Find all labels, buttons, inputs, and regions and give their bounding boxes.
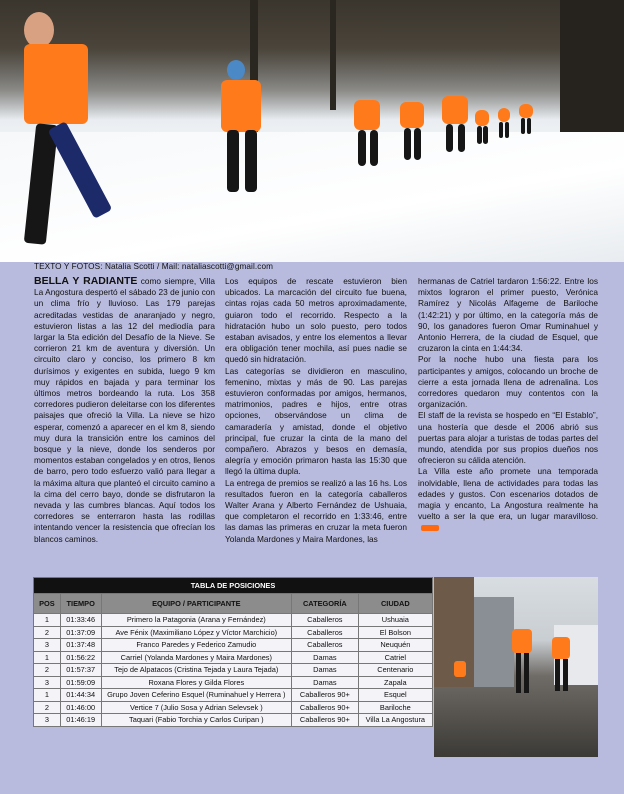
side-photo-finish-line xyxy=(434,577,598,757)
cell-category: Caballeros xyxy=(292,639,359,652)
cell-team: Vertice 7 (Julio Sosa y Adrian Selevsek ) xyxy=(101,701,291,714)
cell-category: Caballeros xyxy=(292,626,359,639)
cell-pos: 3 xyxy=(34,639,61,652)
cell-time: 01:37:48 xyxy=(60,639,101,652)
article-column-2 xyxy=(225,276,407,545)
article-paragraph: La Villa este año promete una temporada inolvidable, llena de actividades para todas las edades y gustos. Con escenarios dotados de magia y encanto, La Angostura realmente ha vuelto a ser la que era, un lugar maravilloso. xyxy=(418,466,598,522)
cell-city: Zapala xyxy=(358,676,432,689)
cell-time: 01:44:34 xyxy=(60,689,101,702)
col-header-team: EQUIPO / PARTICIPANTE xyxy=(101,594,291,614)
cell-time: 01:57:37 xyxy=(60,664,101,677)
article-paragraph: El staff de la revista se hospedo en “El Establo”, una hostería que desde el 2006 abrió sus puertas para alojar a turistas de todas partes del mundo, atendida por sus propios dueños nos ofrecieron su cálida atención. xyxy=(418,410,598,466)
cell-category: Caballeros 90+ xyxy=(292,714,359,727)
cell-city: Centenario xyxy=(358,664,432,677)
cell-team: Grupo Joven Ceferino Esquel (Ruminahuel y Herrera ) xyxy=(101,689,291,702)
col-header-category: CATEGORÍA xyxy=(292,594,359,614)
article-col1-text: como siempre, Villa La Angostura despertó el sábado 23 de junio con un clima frío y lluvioso. Las 179 parejas acreditadas vestidas de anaranjado y negro, estuvieron listas a las 12 del mediodía para largar la 5ta edición del Desafío de la Nieve. Se corrieron 21 km de aventura y diversión. Un circuito claro y conciso, los primero 8 km durísimos y exigentes en subida, luego 9 km muy rápidos en bajada y para terminar los últimos metros bordeando la ruta. Los 358 corredores pudieron deleitarse con los diferentes paisajes que ofreció la Villa. La nieve se hizo esperar, comenzó a aparecer en el km 8, siendo muy dura la transición entre los caminos del bosque y la nieve, donde los senderos por momentos estaban congelados y en otros, llenos de barro, pero todo esfuerzo valió para llegar a la máxima altura que planteó el circuito camino a la cima del cerro bayo, donde se disfrutaron la nevada y las cumbres blancas. Aquí todos los corredores se enterraron hasta las rodillas intentando vencer la resistencia que ofrecían los blancos caminos. xyxy=(34,276,215,544)
cell-time: 01:59:09 xyxy=(60,676,101,689)
article-column-3 xyxy=(418,276,598,534)
cell-team: Primero la Patagonia (Arana y Fernández) xyxy=(101,614,291,627)
table-row xyxy=(34,664,433,677)
cell-pos: 2 xyxy=(34,701,61,714)
cell-time: 01:33:46 xyxy=(60,614,101,627)
cell-category: Caballeros 90+ xyxy=(292,689,359,702)
cell-city: Ushuaia xyxy=(358,614,432,627)
cell-city: Neuquén xyxy=(358,639,432,652)
cell-category: Damas xyxy=(292,651,359,664)
col-header-pos: POS xyxy=(34,594,61,614)
cell-team: Tejo de Alpatacos (Cristina Tejada y Laura Tejada) xyxy=(101,664,291,677)
end-mark-icon xyxy=(421,525,439,531)
cell-time: 01:37:09 xyxy=(60,626,101,639)
col-header-time: TIEMPO xyxy=(60,594,101,614)
table-row xyxy=(34,651,433,664)
cell-team: Carriel (Yolanda Mardones y Maira Mardones) xyxy=(101,651,291,664)
cell-pos: 1 xyxy=(34,689,61,702)
article-paragraph: Las categorías se dividieron en masculino, femenino, mixtas y más de 90. Las parejas estuvieron conformadas por amigos, hermanos, matrimonios, padres e hijos, entre otras opciones, observándose un clima de camaradería y amistad, donde el objetivo principal, fue cruzar la cinta de la mano del compañero. Abrazos y besos en demasía, alegría y emoción primaron hasta las 15:30 que llegó la última dupla. xyxy=(225,365,407,477)
table-title: TABLA DE POSICIONES xyxy=(34,578,433,594)
photo-credit: TEXTO Y FOTOS: Natalia Scotti / Mail: nataliascotti@gmail.com xyxy=(34,262,274,271)
cell-pos: 1 xyxy=(34,651,61,664)
cell-category: Damas xyxy=(292,676,359,689)
cell-pos: 2 xyxy=(34,626,61,639)
cell-city: Villa La Angostura xyxy=(358,714,432,727)
article-lead: BELLA Y RADIANTE xyxy=(34,275,138,287)
table-row xyxy=(34,689,433,702)
cell-pos: 1 xyxy=(34,614,61,627)
cell-team: Franco Paredes y Federico Zamudio xyxy=(101,639,291,652)
table-row xyxy=(34,614,433,627)
article-paragraph: La entrega de premios se realizó a las 16 hs. Los resultados fueron en la categoría caballeros Walter Arana y Alberto Fernández de Ushuaia, que completaron el recorrido en 1:33:46, entre las damas las primeras en cruzar la meta fueron Yolanda Mardones y Maira Mardones, las xyxy=(225,477,407,544)
cell-pos: 3 xyxy=(34,676,61,689)
article-column-1 xyxy=(34,276,215,545)
cell-time: 01:56:22 xyxy=(60,651,101,664)
cell-team: Taquari (Fabio Torchia y Carlos Curipan ) xyxy=(101,714,291,727)
table-row xyxy=(34,639,433,652)
table-row xyxy=(34,701,433,714)
top-photo-snow-runners xyxy=(0,0,624,262)
cell-category: Damas xyxy=(292,664,359,677)
table-row xyxy=(34,676,433,689)
cell-time: 01:46:19 xyxy=(60,714,101,727)
table-row xyxy=(34,626,433,639)
col-header-city: CIUDAD xyxy=(358,594,432,614)
cell-pos: 3 xyxy=(34,714,61,727)
cell-city: Bariloche xyxy=(358,701,432,714)
cell-city: Catriel xyxy=(358,651,432,664)
cell-team: Roxana Flores y Gilda Flores xyxy=(101,676,291,689)
cell-pos: 2 xyxy=(34,664,61,677)
positions-table xyxy=(33,577,433,727)
article-paragraph: Por la noche hubo una fiesta para los participantes y amigos, colocando un broche de cierre a esta jornada llena de adrenalina. Los corredores quedaron muy contentos con la organización. xyxy=(418,354,598,410)
cell-team: Ave Fénix (Maximiliano López y Víctor Marchicio) xyxy=(101,626,291,639)
cell-time: 01:46:00 xyxy=(60,701,101,714)
cell-category: Caballeros 90+ xyxy=(292,701,359,714)
article-paragraph: Los equipos de rescate estuvieron bien ubicados. La marcación del circuito fue buena, cintas rojas cada 50 metros aproximadamente, guiaron todo el recorrido. Respecto a la hidratación hubo un solo puesto, pero todos estaban avisados, y entre los elementos a llevar era obligación tener mochila, así pues nadie se quedó sin hidratación. xyxy=(225,276,407,365)
cell-city: El Bolson xyxy=(358,626,432,639)
cell-category: Caballeros xyxy=(292,614,359,627)
cell-city: Esquel xyxy=(358,689,432,702)
article-paragraph: hermanas de Catriel tardaron 1:56:22. Entre los mixtos lograron el primer puesto, Verónica Ramírez y Nicolás Alfageme de Bariloche (1:42:21) y por último, en la categoría más de 90, los ganadores fueron Omar Ruminahuel y Antonio Herrera, de la ciudad de Esquel, que cruzaron la cinta en 1:44:34. xyxy=(418,276,598,354)
table-row xyxy=(34,714,433,727)
